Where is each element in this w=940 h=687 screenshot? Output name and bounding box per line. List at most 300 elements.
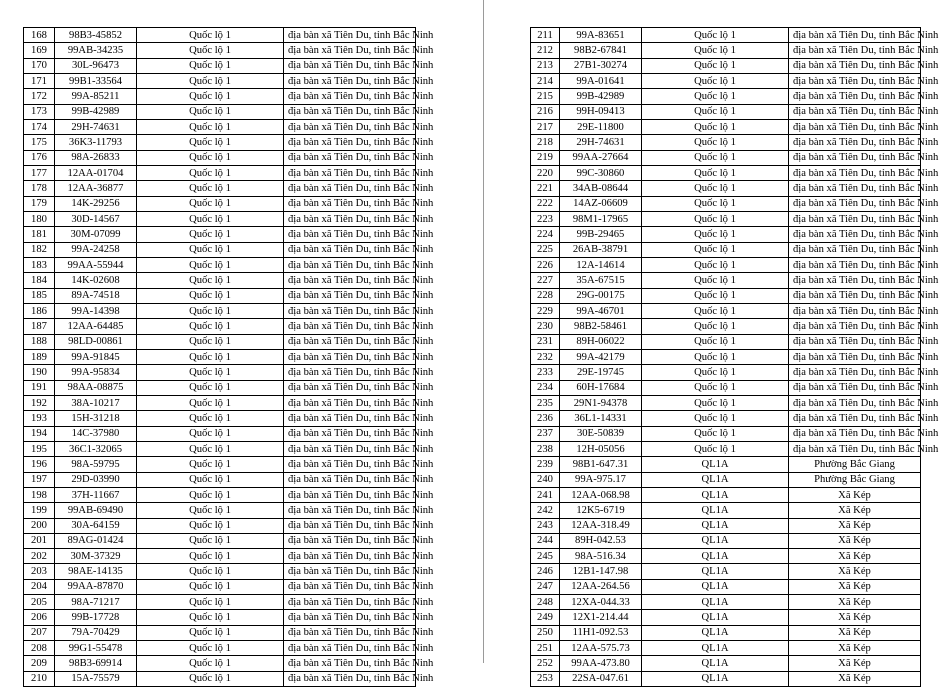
location-cell: địa bàn xã Tiên Du, tỉnh Bắc Ninh	[789, 135, 921, 150]
license-plate-cell: 14K-02608	[55, 273, 137, 288]
road-name-cell: Quốc lộ 1	[137, 181, 284, 196]
license-plate-cell: 98LD-00861	[55, 334, 137, 349]
license-plate-cell: 99G1-55478	[55, 641, 137, 656]
location-cell: địa bàn xã Tiên Du, tỉnh Bắc Ninh	[284, 242, 416, 257]
road-name-cell: Quốc lộ 1	[642, 43, 789, 58]
location-cell: địa bàn xã Tiên Du, tỉnh Bắc Ninh	[789, 165, 921, 180]
road-name-cell: Quốc lộ 1	[642, 58, 789, 73]
row-number-cell: 251	[531, 641, 560, 656]
row-number-cell: 248	[531, 595, 560, 610]
location-cell: địa bàn xã Tiên Du, tỉnh Bắc Ninh	[284, 641, 416, 656]
license-plate-cell: 89A-74518	[55, 288, 137, 303]
table-row	[531, 104, 921, 119]
location-cell: Phường Bắc Giang	[789, 472, 921, 487]
row-number-cell: 253	[531, 671, 560, 686]
row-number-cell: 230	[531, 319, 560, 334]
road-name-cell: Quốc lộ 1	[137, 227, 284, 242]
location-cell: Xã Kép	[789, 549, 921, 564]
location-cell: Xã Kép	[789, 656, 921, 671]
row-number-cell: 201	[24, 533, 55, 548]
road-name-cell: Quốc lộ 1	[137, 211, 284, 226]
location-cell: địa bàn xã Tiên Du, tỉnh Bắc Ninh	[284, 395, 416, 410]
location-cell: địa bàn xã Tiên Du, tỉnh Bắc Ninh	[284, 518, 416, 533]
license-plate-cell: 30M-37329	[55, 549, 137, 564]
table-row	[24, 411, 416, 426]
table-row	[531, 472, 921, 487]
location-cell: địa bàn xã Tiên Du, tỉnh Bắc Ninh	[284, 135, 416, 150]
location-cell: địa bàn xã Tiên Du, tỉnh Bắc Ninh	[789, 150, 921, 165]
table-row	[24, 28, 416, 43]
row-number-cell: 250	[531, 625, 560, 640]
table-row	[24, 579, 416, 594]
location-cell: địa bàn xã Tiên Du, tỉnh Bắc Ninh	[284, 89, 416, 104]
table-row	[24, 472, 416, 487]
license-plate-cell: 99AA-55944	[55, 257, 137, 272]
row-number-cell: 175	[24, 135, 55, 150]
license-plate-cell: 98B3-45852	[55, 28, 137, 43]
road-name-cell: Quốc lộ 1	[137, 165, 284, 180]
road-name-cell: QL1A	[642, 625, 789, 640]
location-cell: địa bàn xã Tiên Du, tỉnh Bắc Ninh	[284, 411, 416, 426]
road-name-cell: Quốc lộ 1	[642, 334, 789, 349]
license-plate-cell: 89H-042.53	[560, 533, 642, 548]
row-number-cell: 188	[24, 334, 55, 349]
license-plate-cell: 30L-96473	[55, 58, 137, 73]
location-cell: địa bàn xã Tiên Du, tỉnh Bắc Ninh	[284, 533, 416, 548]
road-name-cell: Quốc lộ 1	[137, 334, 284, 349]
road-name-cell: QL1A	[642, 518, 789, 533]
license-plate-cell: 89H-06022	[560, 334, 642, 349]
row-number-cell: 211	[531, 28, 560, 43]
table-row	[24, 426, 416, 441]
location-cell: địa bàn xã Tiên Du, tỉnh Bắc Ninh	[284, 73, 416, 88]
road-name-cell: Quốc lộ 1	[642, 196, 789, 211]
table-row	[24, 533, 416, 548]
license-plate-cell: 99A-14398	[55, 303, 137, 318]
table-row	[531, 457, 921, 472]
row-number-cell: 170	[24, 58, 55, 73]
license-plate-cell: 98B2-67841	[560, 43, 642, 58]
row-number-cell: 207	[24, 625, 55, 640]
row-number-cell: 190	[24, 365, 55, 380]
license-plate-cell: 99B-42989	[560, 89, 642, 104]
row-number-cell: 247	[531, 579, 560, 594]
row-number-cell: 195	[24, 441, 55, 456]
table-row	[24, 165, 416, 180]
row-number-cell: 202	[24, 549, 55, 564]
license-plate-cell: 99B-42989	[55, 104, 137, 119]
row-number-cell: 240	[531, 472, 560, 487]
table-row	[24, 242, 416, 257]
license-plate-cell: 99A-91845	[55, 349, 137, 364]
road-name-cell: Quốc lộ 1	[642, 242, 789, 257]
location-cell: địa bàn xã Tiên Du, tỉnh Bắc Ninh	[789, 43, 921, 58]
table-row	[24, 58, 416, 73]
license-plate-cell: 36L1-14331	[560, 411, 642, 426]
road-name-cell: Quốc lộ 1	[137, 119, 284, 134]
road-name-cell: Quốc lộ 1	[642, 73, 789, 88]
table-row	[531, 411, 921, 426]
location-cell: Xã Kép	[789, 533, 921, 548]
license-plate-cell: 98B2-58461	[560, 319, 642, 334]
road-name-cell: Quốc lộ 1	[642, 119, 789, 134]
table-row	[531, 549, 921, 564]
road-name-cell: Quốc lộ 1	[137, 487, 284, 502]
license-plate-cell: 89AG-01424	[55, 533, 137, 548]
license-plate-cell: 99AB-69490	[55, 503, 137, 518]
row-number-cell: 204	[24, 579, 55, 594]
row-number-cell: 172	[24, 89, 55, 104]
table-row	[24, 641, 416, 656]
violations-table-right	[530, 27, 939, 687]
road-name-cell: Quốc lộ 1	[137, 73, 284, 88]
license-plate-cell: 22SA-047.61	[560, 671, 642, 686]
location-cell: địa bàn xã Tiên Du, tỉnh Bắc Ninh	[789, 104, 921, 119]
license-plate-cell: 98B3-69914	[55, 656, 137, 671]
table-row	[531, 641, 921, 656]
row-number-cell: 215	[531, 89, 560, 104]
row-number-cell: 185	[24, 288, 55, 303]
table-row	[24, 564, 416, 579]
road-name-cell: Quốc lộ 1	[137, 503, 284, 518]
row-number-cell: 194	[24, 426, 55, 441]
table-row	[531, 89, 921, 104]
license-plate-cell: 99C-30860	[560, 165, 642, 180]
row-number-cell: 236	[531, 411, 560, 426]
road-name-cell: Quốc lộ 1	[137, 579, 284, 594]
table-row	[24, 43, 416, 58]
table-row	[24, 135, 416, 150]
road-name-cell: Quốc lộ 1	[137, 595, 284, 610]
location-cell: địa bàn xã Tiên Du, tỉnh Bắc Ninh	[789, 411, 921, 426]
row-number-cell: 192	[24, 395, 55, 410]
road-name-cell: QL1A	[642, 503, 789, 518]
location-cell: địa bàn xã Tiên Du, tỉnh Bắc Ninh	[284, 181, 416, 196]
table-row	[24, 610, 416, 625]
road-name-cell: Quốc lộ 1	[642, 380, 789, 395]
license-plate-cell: 99A-83651	[560, 28, 642, 43]
location-cell: địa bàn xã Tiên Du, tỉnh Bắc Ninh	[284, 119, 416, 134]
license-plate-cell: 14K-29256	[55, 196, 137, 211]
row-number-cell: 242	[531, 503, 560, 518]
table-row	[531, 365, 921, 380]
license-plate-cell: 36C1-32065	[55, 441, 137, 456]
location-cell: Xã Kép	[789, 610, 921, 625]
row-number-cell: 197	[24, 472, 55, 487]
road-name-cell: QL1A	[642, 472, 789, 487]
location-cell: địa bàn xã Tiên Du, tỉnh Bắc Ninh	[789, 365, 921, 380]
location-cell: địa bàn xã Tiên Du, tỉnh Bắc Ninh	[284, 380, 416, 395]
table-row	[24, 181, 416, 196]
location-cell: địa bàn xã Tiên Du, tỉnh Bắc Ninh	[789, 227, 921, 242]
row-number-cell: 199	[24, 503, 55, 518]
road-name-cell: Quốc lộ 1	[137, 549, 284, 564]
row-number-cell: 245	[531, 549, 560, 564]
row-number-cell: 203	[24, 564, 55, 579]
road-name-cell: Quốc lộ 1	[137, 518, 284, 533]
table-row	[531, 242, 921, 257]
row-number-cell: 219	[531, 150, 560, 165]
table-row	[531, 119, 921, 134]
table-row	[24, 150, 416, 165]
table-row	[24, 595, 416, 610]
license-plate-cell: 12AA-318.49	[560, 518, 642, 533]
row-number-cell: 213	[531, 58, 560, 73]
road-name-cell: QL1A	[642, 457, 789, 472]
road-name-cell: QL1A	[642, 564, 789, 579]
row-number-cell: 231	[531, 334, 560, 349]
row-number-cell: 210	[24, 671, 55, 686]
license-plate-cell: 12A-14614	[560, 257, 642, 272]
location-cell: Xã Kép	[789, 595, 921, 610]
road-name-cell: QL1A	[642, 595, 789, 610]
license-plate-cell: 29E-11800	[560, 119, 642, 134]
license-plate-cell: 99B-29465	[560, 227, 642, 242]
row-number-cell: 187	[24, 319, 55, 334]
road-name-cell: Quốc lộ 1	[642, 150, 789, 165]
license-plate-cell: 29G-00175	[560, 288, 642, 303]
license-plate-cell: 99A-975.17	[560, 472, 642, 487]
road-name-cell: Quốc lộ 1	[137, 472, 284, 487]
table-row	[24, 196, 416, 211]
location-cell: địa bàn xã Tiên Du, tỉnh Bắc Ninh	[789, 319, 921, 334]
license-plate-cell: 99AB-34235	[55, 43, 137, 58]
row-number-cell: 220	[531, 165, 560, 180]
road-name-cell: QL1A	[642, 671, 789, 686]
table-row	[531, 273, 921, 288]
table-row	[24, 518, 416, 533]
road-name-cell: Quốc lộ 1	[642, 227, 789, 242]
location-cell: Xã Kép	[789, 671, 921, 686]
license-plate-cell: 12AA-64485	[55, 319, 137, 334]
location-cell: địa bàn xã Tiên Du, tỉnh Bắc Ninh	[284, 595, 416, 610]
table-row	[531, 58, 921, 73]
road-name-cell: Quốc lộ 1	[642, 165, 789, 180]
license-plate-cell: 99AA-87870	[55, 579, 137, 594]
row-number-cell: 252	[531, 656, 560, 671]
license-plate-cell: 12AA-575.73	[560, 641, 642, 656]
table-row	[531, 380, 921, 395]
table-row	[24, 288, 416, 303]
location-cell: địa bàn xã Tiên Du, tỉnh Bắc Ninh	[284, 503, 416, 518]
location-cell: địa bàn xã Tiên Du, tỉnh Bắc Ninh	[284, 564, 416, 579]
table-row	[24, 671, 416, 686]
row-number-cell: 184	[24, 273, 55, 288]
road-name-cell: Quốc lộ 1	[137, 564, 284, 579]
road-name-cell: Quốc lộ 1	[137, 610, 284, 625]
road-name-cell: QL1A	[642, 610, 789, 625]
road-name-cell: Quốc lộ 1	[137, 441, 284, 456]
location-cell: địa bàn xã Tiên Du, tỉnh Bắc Ninh	[284, 656, 416, 671]
license-plate-cell: 98A-26833	[55, 150, 137, 165]
row-number-cell: 189	[24, 349, 55, 364]
license-plate-cell: 99AA-27664	[560, 150, 642, 165]
row-number-cell: 237	[531, 426, 560, 441]
road-name-cell: Quốc lộ 1	[137, 257, 284, 272]
license-plate-cell: 36K3-11793	[55, 135, 137, 150]
license-plate-cell: 15A-75579	[55, 671, 137, 686]
table-row	[531, 610, 921, 625]
location-cell: địa bàn xã Tiên Du, tỉnh Bắc Ninh	[284, 610, 416, 625]
row-number-cell: 179	[24, 196, 55, 211]
location-cell: địa bàn xã Tiên Du, tỉnh Bắc Ninh	[789, 257, 921, 272]
license-plate-cell: 98M1-17965	[560, 211, 642, 226]
road-name-cell: Quốc lộ 1	[642, 181, 789, 196]
location-cell: địa bàn xã Tiên Du, tỉnh Bắc Ninh	[284, 257, 416, 272]
row-number-cell: 225	[531, 242, 560, 257]
location-cell: địa bàn xã Tiên Du, tỉnh Bắc Ninh	[284, 487, 416, 502]
row-number-cell: 205	[24, 595, 55, 610]
table-row	[531, 135, 921, 150]
location-cell: địa bàn xã Tiên Du, tỉnh Bắc Ninh	[789, 211, 921, 226]
road-name-cell: Quốc lộ 1	[642, 349, 789, 364]
table-row	[531, 579, 921, 594]
license-plate-cell: 99AA-473.80	[560, 656, 642, 671]
page-divider	[483, 0, 484, 663]
license-plate-cell: 12H-05056	[560, 441, 642, 456]
table-row	[531, 73, 921, 88]
table-row	[24, 380, 416, 395]
table-row	[531, 518, 921, 533]
table-row	[24, 625, 416, 640]
table-row	[531, 441, 921, 456]
table-row	[531, 426, 921, 441]
row-number-cell: 191	[24, 380, 55, 395]
location-cell: địa bàn xã Tiên Du, tỉnh Bắc Ninh	[284, 426, 416, 441]
location-cell: Xã Kép	[789, 579, 921, 594]
row-number-cell: 178	[24, 181, 55, 196]
road-name-cell: Quốc lộ 1	[642, 441, 789, 456]
license-plate-cell: 99A-95834	[55, 365, 137, 380]
road-name-cell: Quốc lộ 1	[642, 89, 789, 104]
table-row	[531, 533, 921, 548]
location-cell: địa bàn xã Tiên Du, tỉnh Bắc Ninh	[284, 43, 416, 58]
location-cell: địa bàn xã Tiên Du, tỉnh Bắc Ninh	[789, 303, 921, 318]
table-row	[24, 334, 416, 349]
row-number-cell: 244	[531, 533, 560, 548]
license-plate-cell: 99A-85211	[55, 89, 137, 104]
road-name-cell: Quốc lộ 1	[642, 411, 789, 426]
license-plate-cell: 12K5-6719	[560, 503, 642, 518]
license-plate-cell: 98A-516.34	[560, 549, 642, 564]
location-cell: địa bàn xã Tiên Du, tỉnh Bắc Ninh	[789, 395, 921, 410]
table-row	[24, 104, 416, 119]
table-row	[531, 595, 921, 610]
row-number-cell: 168	[24, 28, 55, 43]
location-cell: địa bàn xã Tiên Du, tỉnh Bắc Ninh	[789, 349, 921, 364]
row-number-cell: 181	[24, 227, 55, 242]
location-cell: địa bàn xã Tiên Du, tỉnh Bắc Ninh	[284, 472, 416, 487]
table-row	[531, 28, 921, 43]
table-row	[531, 181, 921, 196]
row-number-cell: 226	[531, 257, 560, 272]
table-row	[531, 165, 921, 180]
location-cell: địa bàn xã Tiên Du, tỉnh Bắc Ninh	[284, 150, 416, 165]
license-plate-cell: 60H-17684	[560, 380, 642, 395]
row-number-cell: 239	[531, 457, 560, 472]
location-cell: địa bàn xã Tiên Du, tỉnh Bắc Ninh	[789, 441, 921, 456]
violations-table-left	[23, 27, 434, 687]
license-plate-cell: 35A-67515	[560, 273, 642, 288]
road-name-cell: Quốc lộ 1	[642, 365, 789, 380]
license-plate-cell: 99A-42179	[560, 349, 642, 364]
road-name-cell: Quốc lộ 1	[137, 273, 284, 288]
location-cell: địa bàn xã Tiên Du, tỉnh Bắc Ninh	[284, 349, 416, 364]
location-cell: địa bàn xã Tiên Du, tỉnh Bắc Ninh	[284, 671, 416, 686]
row-number-cell: 208	[24, 641, 55, 656]
license-plate-cell: 12AA-36877	[55, 181, 137, 196]
row-number-cell: 198	[24, 487, 55, 502]
row-number-cell: 169	[24, 43, 55, 58]
license-plate-cell: 98A-59795	[55, 457, 137, 472]
road-name-cell: Quốc lộ 1	[137, 43, 284, 58]
road-name-cell: Quốc lộ 1	[642, 319, 789, 334]
road-name-cell: QL1A	[642, 656, 789, 671]
location-cell: địa bàn xã Tiên Du, tỉnh Bắc Ninh	[284, 227, 416, 242]
location-cell: địa bàn xã Tiên Du, tỉnh Bắc Ninh	[284, 288, 416, 303]
row-number-cell: 196	[24, 457, 55, 472]
location-cell: địa bàn xã Tiên Du, tỉnh Bắc Ninh	[284, 441, 416, 456]
road-name-cell: Quốc lộ 1	[642, 395, 789, 410]
road-name-cell: Quốc lộ 1	[642, 104, 789, 119]
license-plate-cell: 29E-19745	[560, 365, 642, 380]
row-number-cell: 206	[24, 610, 55, 625]
table-body	[531, 28, 939, 687]
road-name-cell: Quốc lộ 1	[137, 671, 284, 686]
location-cell: địa bàn xã Tiên Du, tỉnh Bắc Ninh	[789, 89, 921, 104]
row-number-cell: 221	[531, 181, 560, 196]
table-row	[531, 564, 921, 579]
license-plate-cell: 98AA-08875	[55, 380, 137, 395]
table-row	[24, 119, 416, 134]
license-plate-cell: 99A-24258	[55, 242, 137, 257]
license-plate-cell: 37H-11667	[55, 487, 137, 502]
row-number-cell: 246	[531, 564, 560, 579]
license-plate-cell: 30M-07099	[55, 227, 137, 242]
table-row	[24, 441, 416, 456]
location-cell: địa bàn xã Tiên Du, tỉnh Bắc Ninh	[284, 28, 416, 43]
row-number-cell: 233	[531, 365, 560, 380]
table-row	[531, 196, 921, 211]
table-row	[24, 89, 416, 104]
license-plate-cell: 99B-17728	[55, 610, 137, 625]
road-name-cell: QL1A	[642, 533, 789, 548]
row-number-cell: 232	[531, 349, 560, 364]
license-plate-cell: 30E-50839	[560, 426, 642, 441]
road-name-cell: Quốc lộ 1	[137, 641, 284, 656]
road-name-cell: Quốc lộ 1	[137, 58, 284, 73]
location-cell: địa bàn xã Tiên Du, tỉnh Bắc Ninh	[789, 242, 921, 257]
row-number-cell: 227	[531, 273, 560, 288]
table-row	[24, 303, 416, 318]
table-row	[24, 273, 416, 288]
row-number-cell: 176	[24, 150, 55, 165]
table-row	[531, 319, 921, 334]
location-cell: địa bàn xã Tiên Du, tỉnh Bắc Ninh	[284, 334, 416, 349]
road-name-cell: Quốc lộ 1	[137, 150, 284, 165]
road-name-cell: Quốc lộ 1	[137, 656, 284, 671]
road-name-cell: Quốc lộ 1	[137, 303, 284, 318]
table-row	[531, 43, 921, 58]
license-plate-cell: 99A-01641	[560, 73, 642, 88]
license-plate-cell: 12AA-01704	[55, 165, 137, 180]
license-plate-cell: 98B1-647.31	[560, 457, 642, 472]
road-name-cell: QL1A	[642, 641, 789, 656]
row-number-cell: 243	[531, 518, 560, 533]
license-plate-cell: 29D-03990	[55, 472, 137, 487]
road-name-cell: Quốc lộ 1	[642, 288, 789, 303]
road-name-cell: QL1A	[642, 487, 789, 502]
